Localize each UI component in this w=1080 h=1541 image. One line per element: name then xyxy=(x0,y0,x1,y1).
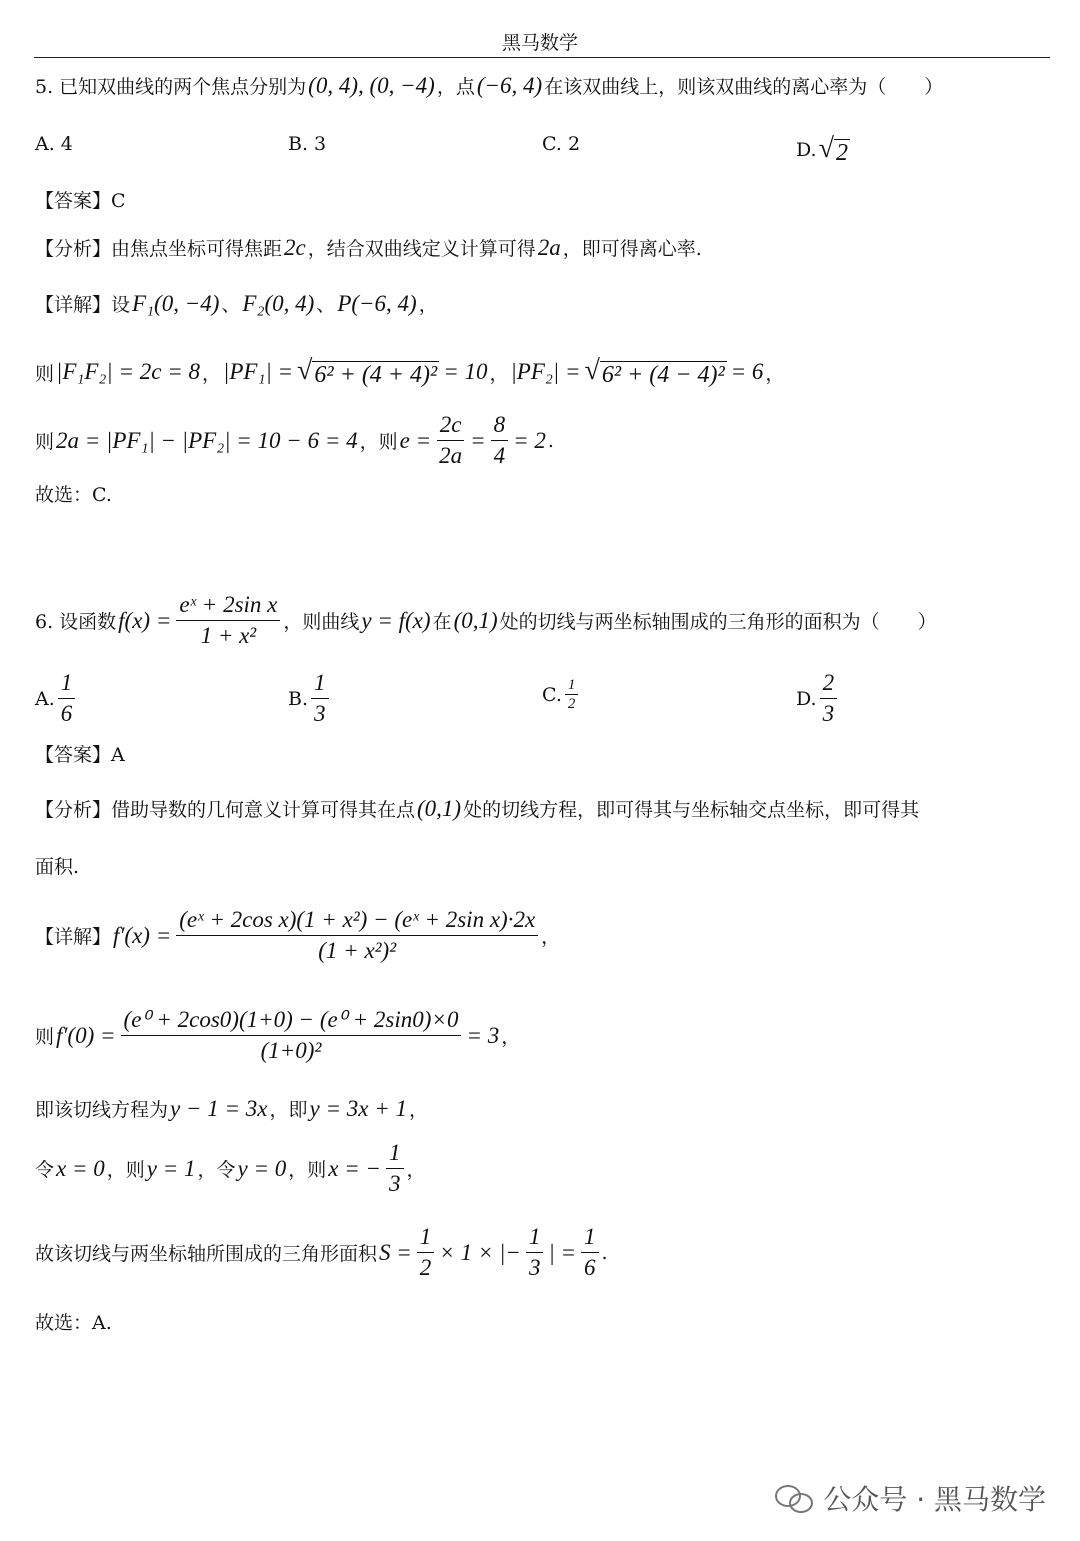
text-run: 【详解】设 xyxy=(35,294,131,316)
fraction xyxy=(121,1005,462,1066)
answer-option xyxy=(796,133,852,167)
fraction xyxy=(526,1222,544,1283)
answer-option xyxy=(542,133,580,155)
text-run: ，即可得离心率. xyxy=(562,238,702,260)
text-run: ，则 xyxy=(288,1159,327,1181)
fraction xyxy=(386,1138,404,1199)
text-run: 6. 设函数 xyxy=(35,611,117,633)
text-run: 故选：A. xyxy=(35,1312,112,1334)
text-line xyxy=(35,740,125,767)
text-run: ， xyxy=(418,294,438,316)
math-expression: e = xyxy=(399,427,432,453)
text-run: 、 xyxy=(316,294,336,316)
fraction xyxy=(436,410,465,471)
numerator: 1 xyxy=(565,676,579,695)
answer-option xyxy=(542,676,581,713)
radical-sign: √ xyxy=(818,133,834,164)
answer-option xyxy=(288,668,332,729)
numerator: 1 xyxy=(417,1222,435,1253)
radicand: 2 xyxy=(835,140,848,166)
math-expression: x = − xyxy=(328,1155,382,1181)
text-run: ，点 xyxy=(436,76,475,98)
text-run: ， xyxy=(541,926,561,948)
text-run: 【分析】由焦点坐标可得焦距 xyxy=(35,238,283,260)
numerator: 1 xyxy=(386,1138,404,1169)
denominator: 2a xyxy=(439,443,463,468)
math-expression: |PF₁| = xyxy=(223,359,294,384)
math-expression: F₂(0, 4) xyxy=(242,290,315,316)
radical-sign: √ xyxy=(584,355,600,386)
text-run: 故该切线与两坐标轴所围成的三角形面积 xyxy=(35,1243,378,1265)
math-expression: = 3 xyxy=(466,1022,500,1048)
text-line xyxy=(35,1138,426,1199)
numerator: 1 xyxy=(526,1222,544,1253)
page-header: 黑马数学 xyxy=(501,32,578,54)
text-run: 【分析】借助导数的几何意义计算可得其在点 xyxy=(35,799,416,821)
answer-option xyxy=(288,133,326,155)
fraction xyxy=(820,668,838,729)
denominator: 6 xyxy=(60,701,73,726)
math-expression: (0, 4), (0, −4) xyxy=(308,72,435,98)
square-root xyxy=(585,355,727,389)
numerator: eˣ + 2sin x xyxy=(176,590,280,621)
math-expression: (0,1) xyxy=(417,795,462,821)
option-label: C. 2 xyxy=(542,133,581,155)
text-run: 【详解】 xyxy=(35,926,112,948)
denominator: 3 xyxy=(528,1255,541,1280)
option-label: D. xyxy=(796,687,817,710)
denominator: 2 xyxy=(419,1255,432,1280)
text-run: ，则 xyxy=(359,431,398,453)
numerator: 1 xyxy=(581,1222,599,1253)
math-expression: = 6 xyxy=(730,359,764,384)
text-run: ， xyxy=(501,1026,521,1048)
text-line xyxy=(35,905,560,966)
square-root xyxy=(297,355,439,389)
denominator: 1 + x² xyxy=(200,623,257,648)
denominator: 3 xyxy=(822,701,835,726)
math-expression: f′(x) = xyxy=(113,922,172,948)
watermark xyxy=(775,1478,1046,1518)
math-expression: |F₁F₂| = 2c = 8 xyxy=(56,359,201,384)
text-line xyxy=(35,795,919,822)
text-line xyxy=(35,234,702,261)
watermark-text: 公众号 · 黑马数学 xyxy=(823,1483,1046,1516)
option-label: B. 3 xyxy=(288,133,327,155)
option-label: A. xyxy=(35,687,55,710)
answer-option xyxy=(796,668,840,729)
text-line xyxy=(35,1308,112,1335)
math-expression: = 2 xyxy=(513,427,546,453)
option-label: D. xyxy=(796,139,817,161)
text-run: 则 xyxy=(35,362,55,385)
text-run: ，则曲线 xyxy=(283,611,360,633)
text-run: 即该切线方程为 xyxy=(35,1099,169,1121)
math-expression: y = 1 xyxy=(146,1155,196,1181)
radicand: 6² + (4 − 4)² xyxy=(601,362,725,388)
denominator: (1+0)² xyxy=(260,1038,322,1063)
square-root xyxy=(819,133,850,167)
option-label: C. xyxy=(542,683,562,706)
text-line xyxy=(35,410,554,471)
header-divider xyxy=(34,57,1050,58)
text-run: 则 xyxy=(35,431,55,453)
text-line xyxy=(35,1222,608,1283)
math-expression: 2a = |PF₁| − |PF₂| = 10 − 6 = 4 xyxy=(56,427,358,453)
radicand: 6² + (4 + 4)² xyxy=(314,362,438,388)
math-expression: |PF₂| = xyxy=(510,359,581,384)
text-line xyxy=(35,480,112,507)
numerator: (e⁰ + 2cos0)(1+0) − (e⁰ + 2sin0)×0 xyxy=(121,1005,462,1036)
fraction xyxy=(58,668,76,729)
text-run: 【答案】C xyxy=(35,190,126,212)
text-run: ，即 xyxy=(269,1099,308,1121)
text-run: . xyxy=(547,429,554,452)
text-line xyxy=(35,852,79,879)
math-expression: × 1 × |− xyxy=(439,1239,521,1265)
fraction xyxy=(491,410,509,471)
text-run: ， xyxy=(489,362,509,385)
text-run: ，结合双曲线定义计算可得 xyxy=(307,238,536,260)
text-run: ，则 xyxy=(106,1159,145,1181)
numerator: 2 xyxy=(820,668,838,699)
text-run: 在 xyxy=(432,611,452,633)
text-run: ， xyxy=(765,362,785,385)
text-run: ， xyxy=(408,1099,428,1121)
answer-option xyxy=(35,133,73,155)
fraction xyxy=(176,905,538,966)
wechat-icon xyxy=(775,1483,813,1513)
text-run: 、 xyxy=(221,294,241,316)
text-line xyxy=(35,590,937,651)
math-expression: f′(0) = xyxy=(56,1022,116,1048)
text-run: ， xyxy=(202,362,222,385)
text-run: 故选：C. xyxy=(35,484,112,506)
text-line xyxy=(35,1095,428,1122)
math-expression: | = xyxy=(548,1239,577,1265)
math-expression: F₁(0, −4) xyxy=(132,290,220,316)
math-expression: y = 3x + 1 xyxy=(309,1095,407,1121)
text-run: 处的切线方程，即可得其与坐标轴交点坐标，即可得其 xyxy=(463,799,920,821)
math-expression: f(x) = xyxy=(118,607,172,633)
math-expression: y − 1 = 3x xyxy=(170,1095,268,1121)
numerator: (eˣ + 2cos x)(1 + x²) − (eˣ + 2sin x)·2x xyxy=(176,905,538,936)
math-expression: 2a xyxy=(537,234,561,260)
denominator: 3 xyxy=(389,1171,401,1196)
text-run: ， xyxy=(406,1159,426,1181)
text-run: ，令 xyxy=(197,1159,236,1181)
numerator: 1 xyxy=(58,668,76,699)
numerator: 8 xyxy=(491,410,509,441)
math-expression: P(−6, 4) xyxy=(337,290,417,316)
text-line xyxy=(35,72,943,99)
math-expression: = 10 xyxy=(443,359,488,384)
denominator: 4 xyxy=(493,443,506,468)
text-run: 面积. xyxy=(35,856,80,878)
text-run: 令 xyxy=(35,1159,55,1181)
math-expression: = xyxy=(470,427,486,453)
text-run: 则 xyxy=(35,1026,55,1048)
fraction xyxy=(417,1222,435,1283)
text-line xyxy=(35,186,126,213)
text-run: . xyxy=(601,1241,608,1264)
math-expression: y = 0 xyxy=(237,1155,287,1181)
denominator: 2 xyxy=(567,696,576,712)
numerator: 2c xyxy=(437,410,465,441)
math-expression: x = 0 xyxy=(56,1155,105,1181)
text-run: 5. 已知双曲线的两个焦点分别为 xyxy=(35,76,307,98)
denominator: 3 xyxy=(314,701,326,726)
denominator: (1 + x²)² xyxy=(318,938,397,963)
fraction xyxy=(565,676,579,713)
numerator: 1 xyxy=(311,668,329,699)
option-label: A. 4 xyxy=(35,133,73,155)
text-line xyxy=(35,1005,520,1066)
text-line xyxy=(35,290,438,317)
fraction xyxy=(311,668,329,729)
math-expression: y = f(x) xyxy=(361,607,431,633)
radical-sign: √ xyxy=(297,355,313,386)
text-run: 【答案】A xyxy=(35,744,125,766)
math-expression: (−6, 4) xyxy=(476,72,543,98)
text-run: 在该双曲线上，则该双曲线的离心率为（ ） xyxy=(544,76,944,98)
answer-option xyxy=(35,668,78,729)
option-label: B. xyxy=(288,687,309,710)
math-expression: (0,1) xyxy=(453,607,498,633)
text-line xyxy=(35,355,784,389)
math-expression: S = xyxy=(379,1239,412,1265)
denominator: 6 xyxy=(584,1255,596,1280)
math-expression: 2c xyxy=(284,234,306,260)
fraction xyxy=(581,1222,599,1283)
text-run: 处的切线与两坐标轴围成的三角形的面积为（ ） xyxy=(499,611,937,633)
fraction xyxy=(176,590,280,651)
